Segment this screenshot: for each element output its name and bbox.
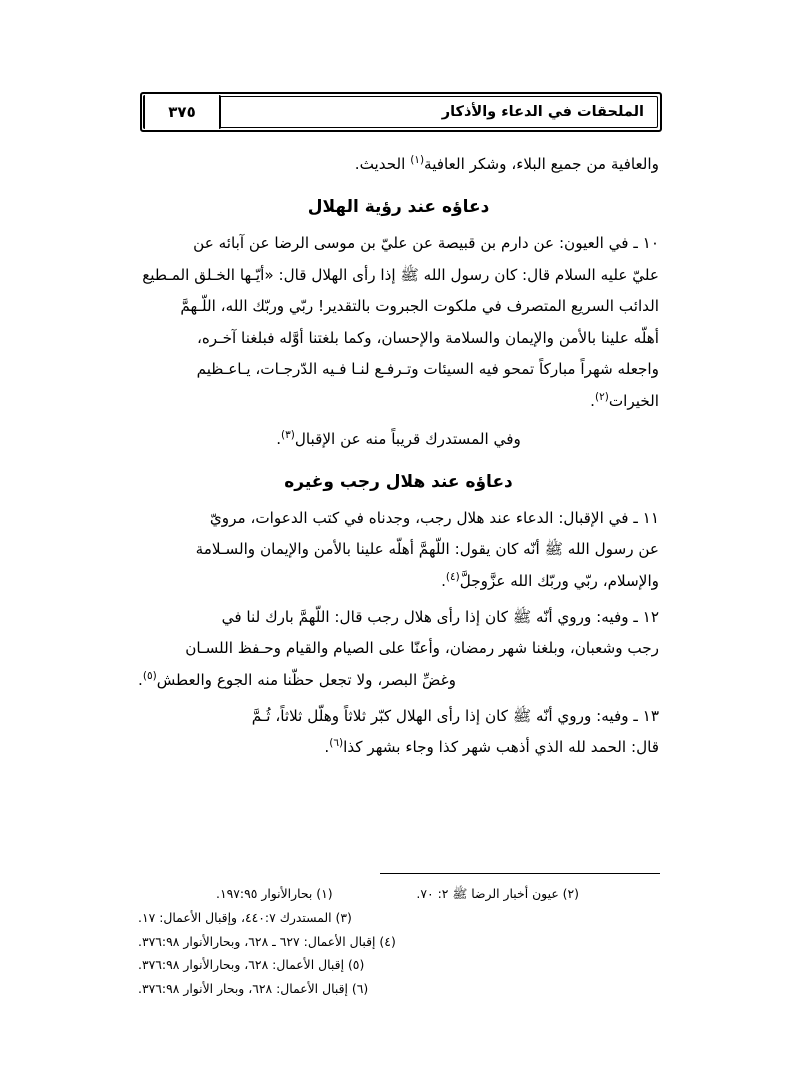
paragraph-11-line-3-text: والإسلام، ربّي وربّك الله عزَّوجلَّ [459,572,659,591]
paragraph-12-line-3 [138,666,659,696]
footnote-ref-3: (٣) [281,428,295,441]
paragraph-10b [138,425,659,455]
footnote-row-1 [138,882,659,906]
section-heading-rajab: دعاؤه عند هلال رجب وغيره [284,471,513,492]
footnote-ref-5: (٥) [142,669,157,682]
paragraph-13-line-2 [138,733,659,763]
intro-text: والعافية من جميع البلاء، وشكر العافية [424,155,659,174]
paragraph-12-tail: . [138,671,143,690]
paragraph-10-line-5: واجعله شهراً مباركاً تمحو فيه السيئات وتـرفـع لنـا فـيه الدّرجـات، يـاعـظيم [196,360,659,379]
paragraph-10-tail: . [590,392,595,411]
section-heading-hilal-sighting: دعاؤه عند رؤية الهلال [307,196,490,217]
intro-paragraph [138,150,659,180]
footnote-row-5 [138,977,659,1001]
footnote-ref-6: (٦) [329,737,344,750]
paragraph-11-line-1: ١١ ـ في الإقبال: الدعاء عند هلال رجب، وجدناه في كتب الدعوات، مرويّ [209,508,659,527]
footnote-row-4 [138,953,659,977]
footnote-item-2: (٢) عيون أخبار الرضا ﷺ ٢: ٧٠. [416,886,579,901]
page-header-band [140,92,662,132]
footnote-list [138,882,659,1001]
footnote-item-1: (١) بحارالأنوار ١٩٧:٩٥. [216,886,333,901]
page-content [138,150,659,765]
paragraph-10-line-6 [138,387,659,417]
paragraph-13-line-2-text: قال: الحمد لله الذي أذهب شهر كذا وجاء بشهر كذا [343,738,659,757]
footnote-ref-1: (١) [410,154,425,166]
footnote-item-3: (٣) المستدرك ٤٤٠:٧، وإقبال الأعمال: ١٧. [138,909,352,925]
page-title: الملحقات في الدعاء والأذكار [441,104,644,120]
paragraph-10-line-6-text: الخيرات [608,392,659,411]
footnote-row-3 [138,930,659,954]
paragraph-11-line-3 [138,567,659,597]
paragraph-12-line-1: ١٢ ـ وفيه: وروي أنّه ﷺ كان إذا رأى هلال رجب قال: اللّهمَّ بارك لنا في [221,607,659,626]
footnote-item-5: (٥) إقبال الأعمال: ٦٢٨، وبحارالأنوار ٣٧٦:٩٨. [138,957,365,973]
paragraph-10-line-4: أهلّه علينا بالأمن والإيمان والسلامة والإحسان، وكما بلغتنا أوَّله فبلغنا آخـره، [196,328,659,347]
paragraph-13-tail: . [324,738,330,757]
paragraph-11-tail: . [441,572,446,591]
paragraph-11-line-2: عن رسول الله ﷺ أنّه كان يقول: اللّهمَّ أهلّه علينا بالأمن والإيمان والسـلامة [195,540,659,559]
footnote-item-4: (٤) إقبال الأعمال: ٦٢٧ ـ ٦٢٨، وبحارالأنوار ٣٧٦:٩٨. [138,933,396,949]
footnote-separator [380,873,660,874]
page-number-box [143,95,221,129]
paragraph-10-line-1: ١٠ ـ في العيون: عن دارم بن قبيصة عن عليّ بن موسى الرضا عن آبائه عن [193,233,659,252]
page-number: ٣٧٥ [168,103,196,121]
paragraph-10-line-2: عليّ عليه السلام قال: كان رسول الله ﷺ إذا رأى الهلال قال: «أيّـها الخـلق المـطيع [142,265,659,284]
paragraph-10b-tail: . [276,429,282,448]
paragraph-12-line-3-text: وغضِّ البصر، ولا تجعل حظّنا منه الجوع والعطش [156,671,456,690]
footnote-item-6: (٦) إقبال الأعمال: ٦٢٨، وبحار الأنوار ٣٧٦:٩٨. [138,981,369,997]
footnote-ref-4: (٤) [445,570,460,583]
paragraph-12-line-2: رجب وشعبان، وبلغنا شهر رمضان، وأعنّا على الصيام والقيام وحـفظ اللسـان [185,639,659,658]
footnote-ref-2: (٢) [595,391,609,404]
intro-tail: الحديث. [354,155,406,174]
paragraph-13-line-1: ١٣ ـ وفيه: وروي أنّه ﷺ كان إذا رأى الهلال كبّر ثلاثاً وهلّل ثلاثاً، ثُـمَّ [251,706,659,725]
paragraph-10b-text: وفي المستدرك قريباً منه عن الإقبال [294,429,521,448]
footnote-row-2 [138,906,659,930]
paragraph-10-line-3: الدائب السريع المتصرف في ملكوت الجبروت بالتقدير! ربّي وربّك الله، اللّـهمَّ [180,297,659,316]
